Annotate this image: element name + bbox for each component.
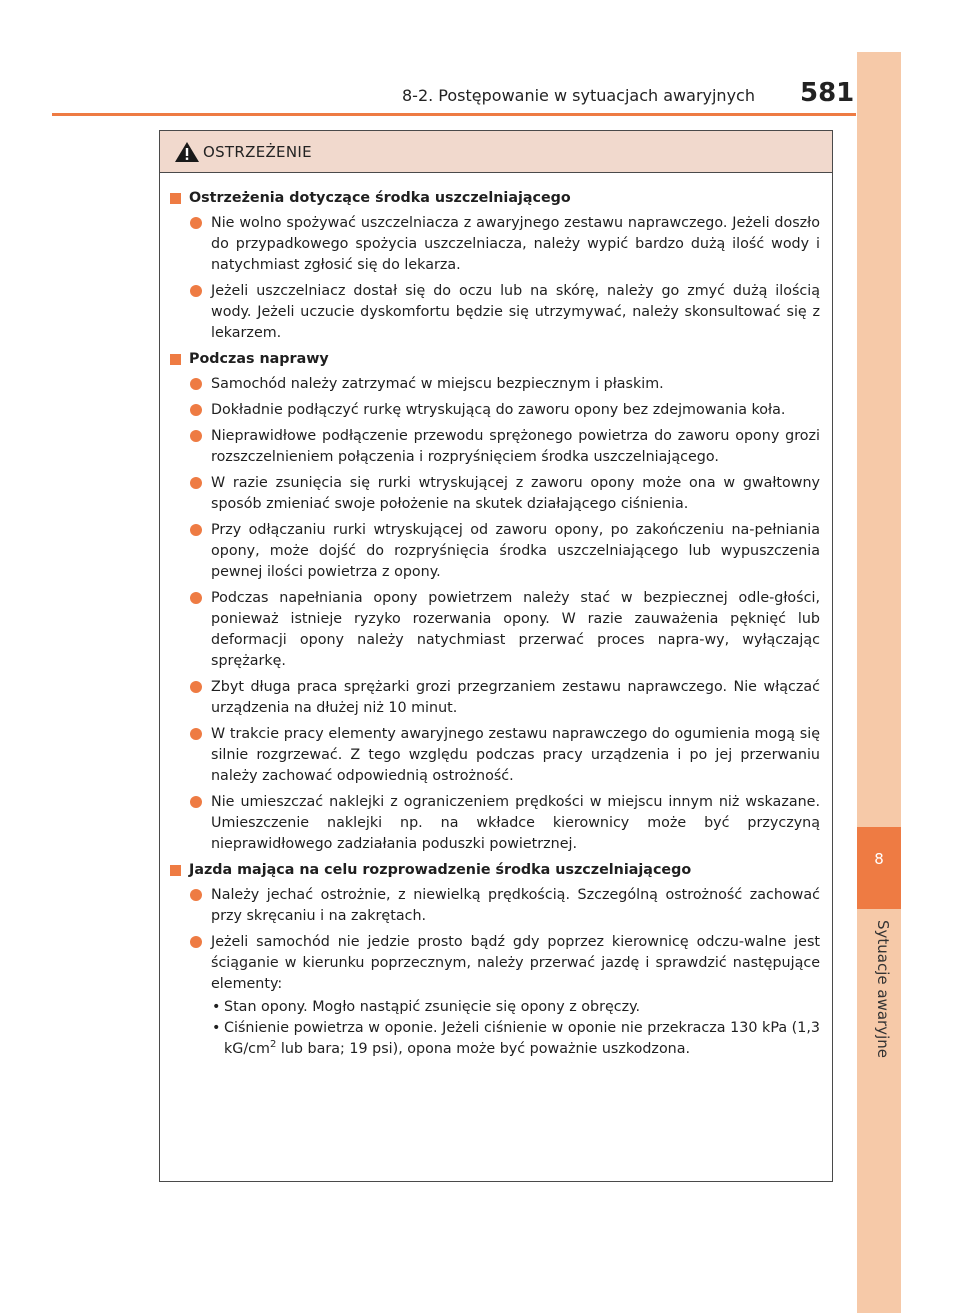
list-item: Zbyt długa praca sprężarki grozi przegrzaniem zestawu naprawczego. Nie włączać urządzenia na dłużej niż 10 minut. (168, 677, 820, 719)
bullet-dot-icon (190, 524, 202, 536)
list-item: Należy jechać ostrożnie, z niewielką prędkością. Szczególną ostrożność zachować przy skręcaniu i na zakrętach. (168, 885, 820, 927)
list-item: Samochód należy zatrzymać w miejscu bezpiecznym i płaskim. (168, 374, 820, 395)
list-item: Przy odłączaniu rurki wtryskującej od zaworu opony, po zakończeniu na-pełniania opony, może dojść do rozpryśnięcia środka uszczelniającego lub wypuszczenia pewnej ilości powietrza z opony. (168, 520, 820, 583)
side-tab-strip (857, 52, 901, 1313)
bullet-dot-icon (190, 477, 202, 489)
warning-heading: OSTRZEŻENIE (203, 143, 312, 161)
chapter-number: 8 (874, 850, 884, 868)
list-item: Podczas napełniania opony powietrzem należy stać w bezpiecznej odle-głości, ponieważ istnieje ryzyko rozerwania opony. W razie zauważenia pęknięć lub deformacji opony należy natychmiast przerwać proces napra-wy, wyłączając sprężarkę. (168, 588, 820, 672)
list-item: Jeżeli uszczelniacz dostał się do oczu lub na skórę, należy go zmyć dużą ilością wody. Jeżeli uczucie dyskomfortu będzie się utrzymywać, należy skonsultować się z lekarzem. (168, 281, 820, 344)
list-item: Nie umieszczać naklejki z ograniczeniem prędkości w miejscu innym niż wskazane. Umieszczenie naklejki np. na wkładce kierownicy może być przyczyną nieprawidłowego zadziałania poduszki powietrznej. (168, 792, 820, 855)
list-item: Jeżeli samochód nie jedzie prosto bądź gdy poprzez kierownicę odczu-walne jest ściąganie w kierunku poprzecznym, należy przerwać jazdę i sprawdzić następujące elementy: (168, 932, 820, 995)
bullet-dot-icon (190, 728, 202, 740)
warning-header (160, 131, 832, 173)
warning-content (168, 185, 820, 1060)
list-item: W trakcie pracy elementy awaryjnego zestawu naprawczego do ogumienia mogą się silnie rozgrzewać. Z tego względu podczas pracy urządzenia i po jej przerwaniu należy zachować odpowiednią ostrożność. (168, 724, 820, 787)
page-number: 581 (800, 78, 855, 108)
sub-list-item: • Ciśnienie powietrza w oponie. Jeżeli ciśnienie w oponie nie przekracza 130 kPa (1,3 $kG/cm^2$ lub bara; 19 psi), opona może być poważnie uszkodzona. (212, 1020, 820, 1057)
bullet-dot-icon (190, 378, 202, 390)
list-item: Nieprawidłowe podłączenie przewodu sprężonego powietrza do zaworu opony grozi rozszczelnieniem połączenia i rozpryśnięciem środka uszczelniającego. (168, 426, 820, 468)
chapter-title: Sytuacje awaryjne (874, 920, 892, 1058)
bullet-dot-icon (190, 796, 202, 808)
bullet-dot-icon (190, 404, 202, 416)
list-item: Dokładnie podłączyć rurkę wtryskującą do zaworu opony bez zdejmowania koła. (168, 400, 820, 421)
section-title: Jazda mająca na celu rozprowadzenie środka uszczelniającego (168, 860, 820, 881)
bullet-dot-icon (190, 592, 202, 604)
warning-triangle-icon (174, 141, 200, 163)
list-item: W razie zsunięcia się rurki wtryskującej z zaworu opony może ona w gwałtowny sposób zmieniać swoje położenie na skutek działającego ciśnienia. (168, 473, 820, 515)
bullet-dot-icon (190, 889, 202, 901)
bullet-dot-icon (190, 217, 202, 229)
header-title: 8-2. Postępowanie w sytuacjach awaryjnych (402, 86, 755, 105)
list-item: Nie wolno spożywać uszczelniacza z awaryjnego zestawu naprawczego. Jeżeli doszło do przypadkowego spożycia uszczelniacza, należy wypić bardzo dużą ilość wody i natychmiast zgłosić się do lekarza. (168, 213, 820, 276)
side-tab-gap (857, 0, 901, 52)
warning-box (159, 130, 833, 1182)
bullet-dot-icon (190, 681, 202, 693)
bullet-dot-icon (190, 936, 202, 948)
section-title: Ostrzeżenia dotyczące środka uszczelniającego (168, 188, 820, 209)
header-rule (52, 113, 856, 116)
sub-list-item: • Stan opony. Mogło nastąpić zsunięcie się opony z obręczy. (212, 999, 641, 1015)
bullet-dot-icon (190, 430, 202, 442)
chapter-tab (857, 827, 901, 909)
bullet-dot-icon (190, 285, 202, 297)
section-title: Podczas naprawy (168, 349, 820, 370)
